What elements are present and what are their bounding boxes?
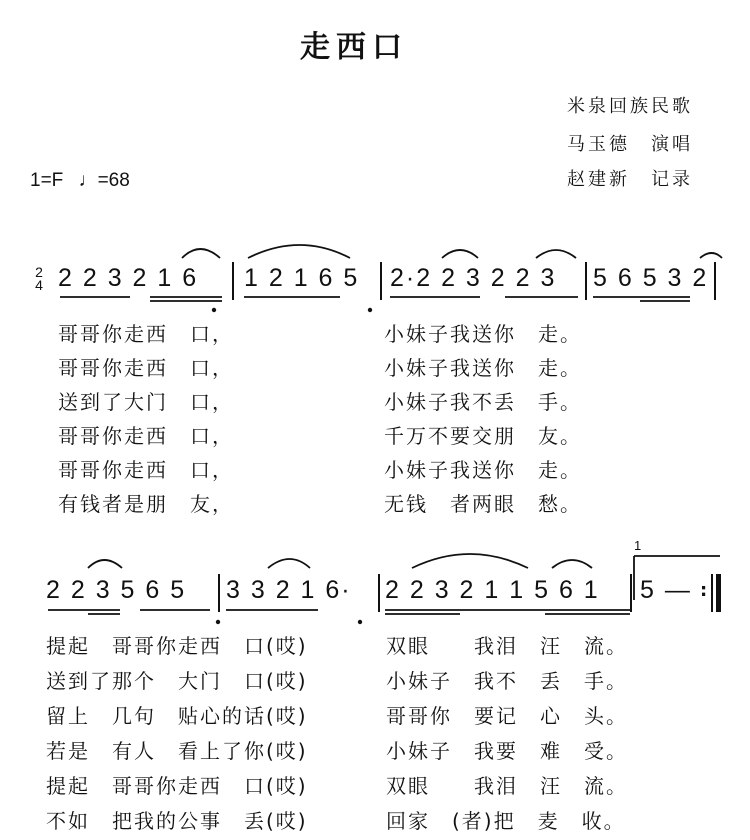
- song-title: 走西口: [300, 30, 408, 65]
- measure-3: 2·2 2 3 2 2 3: [390, 264, 557, 292]
- barline: [630, 574, 632, 612]
- measure-5: 2 2 3 5 6 5: [46, 576, 187, 604]
- barline: [218, 574, 220, 612]
- key-signature: 1=F: [30, 170, 64, 191]
- measure-2: 1 2 1 6 5: [244, 264, 360, 292]
- time-signature-top: 2: [35, 264, 43, 280]
- credit-singer: 马玉德 演唱: [567, 134, 693, 155]
- barline-repeat-thin: [711, 574, 713, 612]
- time-signature-bottom: 4: [35, 277, 43, 293]
- barline: [378, 574, 380, 612]
- measure-7: 2 2 3 2 1 1 5 6 1: [385, 576, 600, 604]
- measure-1: 2 2 3 2 1 6: [58, 264, 199, 292]
- repeat-dots-icon: :: [700, 580, 708, 601]
- measure-8: 5 —: [640, 576, 692, 604]
- volta-number: 1: [634, 538, 642, 553]
- measure-6: 3 3 2 1 6·: [226, 576, 352, 604]
- credit-transcriber: 赵建新 记录: [567, 169, 693, 190]
- tempo-value: =68: [97, 170, 130, 191]
- barline-repeat-thick: [716, 574, 721, 612]
- measure-4: 5 6 5 3 2: [593, 264, 709, 292]
- quarter-note-icon: ♩: [78, 170, 98, 191]
- credit-origin: 米泉回族民歌: [567, 96, 693, 117]
